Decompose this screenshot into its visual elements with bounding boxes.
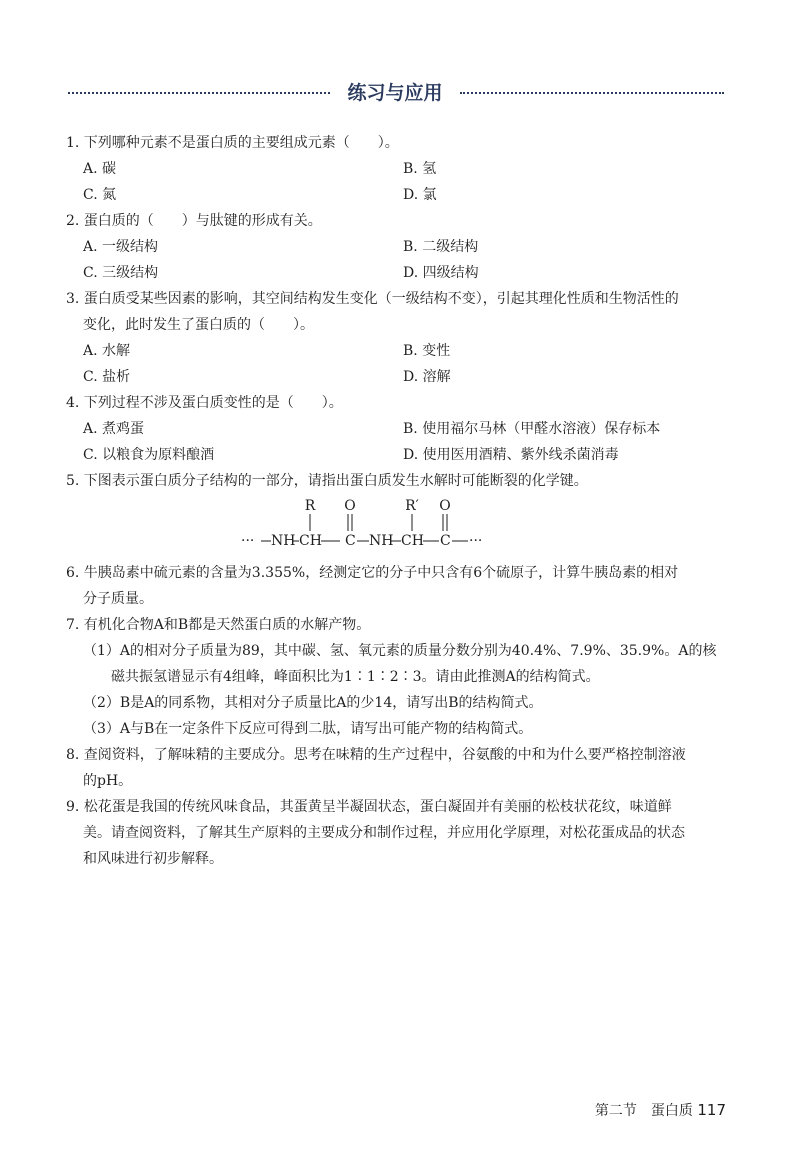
question-7	[66, 612, 730, 742]
atom-c-1: C	[345, 533, 356, 549]
atom-nh-1: NH	[271, 533, 296, 549]
question-6	[66, 560, 730, 612]
atom-ch-2: CH	[401, 533, 424, 549]
option-a: A. 煮鸡蛋	[83, 421, 145, 437]
carbonyl-oxygen-2: O	[439, 498, 451, 514]
option-c: C. 三级结构	[83, 265, 159, 281]
option-c: C. 氮	[83, 187, 117, 203]
option-d: D. 使用医用酒精、紫外线杀菌消毒	[403, 447, 619, 463]
question-1	[66, 130, 730, 208]
option-b: B. 氢	[403, 161, 437, 177]
r-group-1: R	[304, 498, 316, 514]
atom-ch-1: CH	[299, 533, 322, 549]
question-3-options-row-2	[66, 364, 730, 390]
question-1-options-row-1	[66, 156, 730, 182]
question-1-text: 1. 下列哪种元素不是蛋白质的主要组成元素（ ）。	[66, 135, 399, 151]
footer-section-title: 第二节 蛋白质	[594, 1103, 693, 1119]
question-3-options-row-1	[66, 338, 730, 364]
option-c: C. 盐析	[83, 369, 131, 385]
option-b: B. 使用福尔马林（甲醛水溶液）保存标本	[403, 421, 661, 437]
chain-end: ···	[469, 533, 483, 549]
question-6-text: 6. 牛胰岛素中硫元素的含量为3.355%，经测定它的分子中只含有6个硫原子，计算牛胰岛素的相对	[66, 565, 679, 581]
exercise-list	[66, 130, 730, 872]
option-a: A. 一级结构	[83, 239, 159, 255]
question-2-options-row-2	[66, 260, 730, 286]
question-9-text-continued-1: 美。请查阅资料，了解其生产原料的主要成分和制作过程，并应用化学原理，对松花蛋成品的状态	[83, 825, 685, 841]
header-title: 练习与应用	[347, 82, 443, 104]
question-5	[66, 468, 730, 560]
option-b: B. 二级结构	[403, 239, 479, 255]
chain-start: ···	[241, 533, 255, 549]
question-6-text-continued: 分子质量。	[83, 591, 153, 607]
question-4-text: 4. 下列过程不涉及蛋白质变性的是（ ）。	[66, 395, 343, 411]
peptide-structure-diagram	[241, 496, 501, 560]
page-footer	[595, 1100, 726, 1120]
option-d: D. 氯	[403, 187, 437, 203]
option-d: D. 溶解	[403, 369, 451, 385]
question-7-part-3: （3）A与B在一定条件下反应可得到二肽，请写出可能产物的结构简式。	[83, 721, 533, 737]
option-d: D. 四级结构	[403, 265, 479, 281]
atom-c-2: C	[440, 533, 451, 549]
question-9-text-continued-2: 和风味进行初步解释。	[83, 851, 223, 867]
question-8	[66, 742, 730, 794]
header-dotted-rule-left	[68, 92, 330, 94]
question-9-text: 9. 松花蛋是我国的传统风味食品，其蛋黄呈半凝固状态，蛋白凝固并有美丽的松枝状花纹，味道鲜	[66, 799, 672, 815]
question-4	[66, 390, 730, 468]
atom-nh-2: NH	[369, 533, 394, 549]
question-3-text-continued: 变化，此时发生了蛋白质的（ ）。	[83, 317, 314, 333]
question-2-options-row-1	[66, 234, 730, 260]
question-3-text: 3. 蛋白质受某些因素的影响，其空间结构发生变化（一级结构不变），引起其理化性质和生物活性的	[66, 291, 679, 307]
question-5-text: 5. 下图表示蛋白质分子结构的一部分，请指出蛋白质发生水解时可能断裂的化学键。	[66, 473, 588, 489]
question-8-text: 8. 查阅资料，了解味精的主要成分。思考在味精的生产过程中，谷氨酸的中和为什么要严格控制溶液	[66, 747, 686, 763]
option-a: A. 碳	[83, 161, 117, 177]
question-7-part-1: （1）A的相对分子质量为89，其中碳、氢、氧元素的质量分数分别为40.4%、7.9%、35.9%。A的核	[83, 643, 717, 659]
question-7-part-2: （2）B是A的同系物，其相对分子质量比A的少14，请写出B的结构简式。	[83, 695, 543, 711]
question-7-text: 7. 有机化合物A和B都是天然蛋白质的水解产物。	[66, 617, 371, 633]
option-b: B. 变性	[403, 343, 451, 359]
question-8-text-continued: 的pH。	[83, 773, 133, 789]
header-dotted-rule-right	[460, 92, 724, 94]
question-4-options-row-1	[66, 416, 730, 442]
question-9	[66, 794, 730, 872]
option-c: C. 以粮食为原料酿酒	[83, 447, 215, 463]
peptide-structure-formula	[66, 496, 730, 560]
question-1-options-row-2	[66, 182, 730, 208]
question-2	[66, 208, 730, 286]
question-4-options-row-2	[66, 442, 730, 468]
question-3	[66, 286, 730, 390]
carbonyl-oxygen-1: O	[344, 498, 356, 514]
option-a: A. 水解	[83, 343, 131, 359]
r-group-2: R′	[405, 498, 419, 514]
section-header	[68, 80, 724, 106]
question-2-text: 2. 蛋白质的（ ）与肽键的形成有关。	[66, 213, 322, 229]
page-number: 117	[697, 1101, 726, 1119]
question-7-part-1-continued: 磁共振氢谱显示有4组峰，峰面积比为1∶1∶2∶3。请由此推测A的结构简式。	[111, 669, 600, 685]
